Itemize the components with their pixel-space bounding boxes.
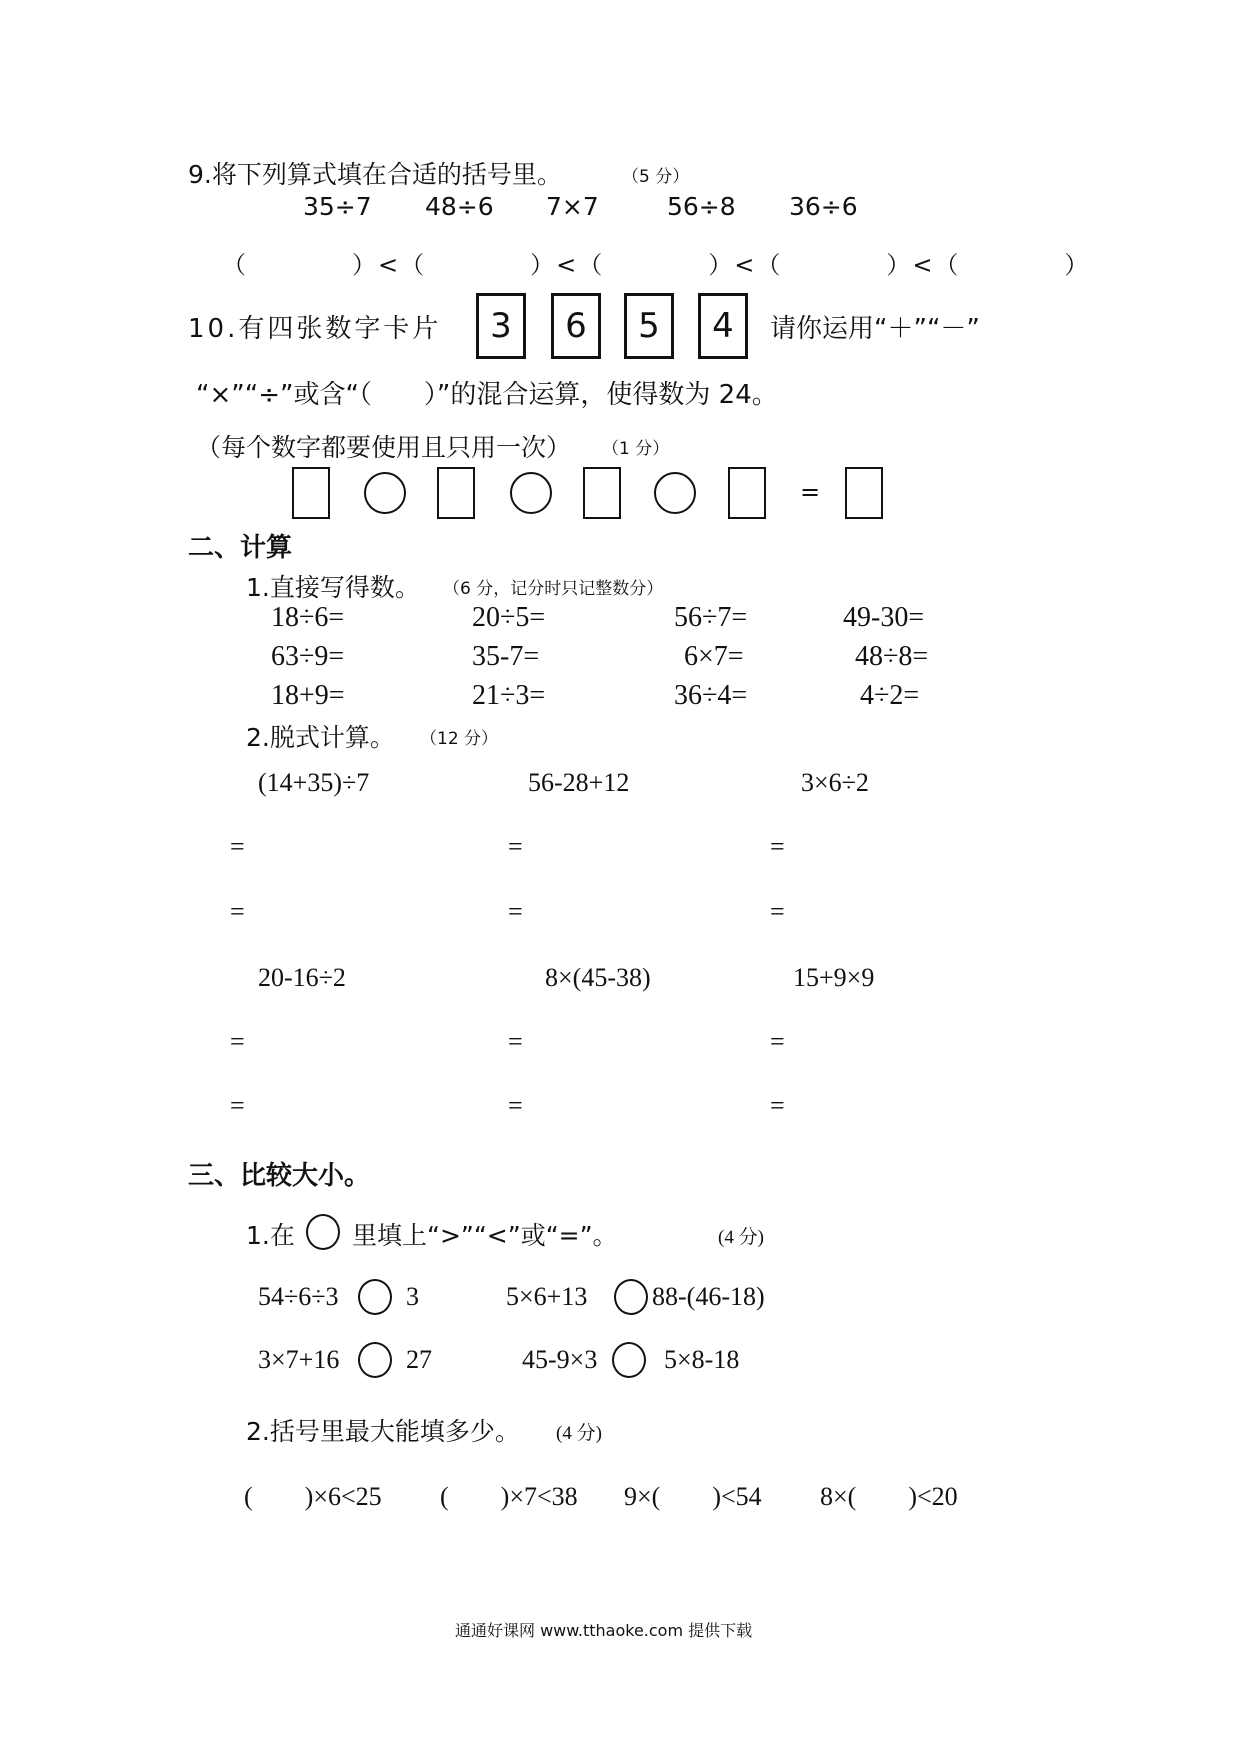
number-card-4: 4 (698, 293, 748, 359)
work-equals: = (230, 1091, 245, 1120)
fill-blank-item: ( )×7<38 (440, 1482, 578, 1511)
q9-expr-4: 56÷8 (667, 192, 736, 221)
stepwise-expression: 8×(45-38) (545, 963, 651, 992)
oral-item: 6×7= (684, 641, 744, 672)
oral-item: 20÷5= (472, 602, 546, 633)
fill-blank-item: 9×( )<54 (624, 1482, 762, 1511)
max-fill-score: (4 分) (556, 1423, 602, 1444)
q10-operators-1: 请你运用“＋”“－” (770, 314, 980, 344)
stepwise-expression: 20-16÷2 (258, 963, 346, 992)
stepwise-expression: 56-28+12 (528, 768, 630, 797)
compare-right: 3 (406, 1282, 419, 1311)
answer-box-3[interactable] (583, 467, 621, 519)
q9-expr-1: 35÷7 (303, 192, 372, 221)
q9-score: （5 分） (622, 167, 690, 187)
stepwise-expression: (14+35)÷7 (258, 768, 370, 797)
compare-circle[interactable] (358, 1279, 392, 1315)
q10-operators-2: “×”“÷”或含“（ ）”的混合运算，使得数为 24。 (196, 380, 778, 410)
oral-item: 21÷3= (472, 680, 546, 711)
oral-item: 36÷4= (674, 680, 748, 711)
oral-item: 18+9= (271, 680, 345, 711)
oral-item: 18÷6= (271, 602, 345, 633)
oral-item: 48÷8= (855, 641, 929, 672)
section-2-heading: 二、计算 (188, 533, 293, 563)
work-equals: = (770, 1091, 785, 1120)
work-equals: = (230, 832, 245, 861)
oral-item: 49-30= (843, 602, 925, 633)
operator-circle-3[interactable] (654, 472, 696, 514)
compare-circle[interactable] (612, 1342, 646, 1378)
fill-blank-item: ( )×6<25 (244, 1482, 382, 1511)
compare-left: 3×7+16 (258, 1345, 340, 1374)
answer-box-4[interactable] (728, 467, 766, 519)
q10-rule: （每个数字都要使用且只用一次） (196, 433, 572, 462)
oral-item: 63÷9= (271, 641, 345, 672)
compare-circle[interactable] (614, 1279, 648, 1315)
compare-right: 5×8-18 (664, 1345, 740, 1374)
compare-right: 27 (406, 1345, 432, 1374)
compare-score: (4 分) (718, 1227, 764, 1248)
q9-expr-5: 36÷6 (789, 192, 858, 221)
oral-calc-title: 1.直接写得数。 (246, 573, 420, 602)
q9-expr-2: 48÷6 (425, 192, 494, 221)
number-card-3: 5 (624, 293, 674, 359)
oral-calc-score: （6 分，记分时只记整数分） (443, 579, 664, 599)
q10-score: （1 分） (602, 439, 670, 459)
fill-blank-item: 8×( )<20 (820, 1482, 958, 1511)
section-3-heading: 三、比较大小。 (188, 1161, 371, 1191)
q10-intro: 10.有四张数字卡片 (188, 314, 442, 344)
compare-left: 45-9×3 (522, 1345, 598, 1374)
result-box[interactable] (845, 467, 883, 519)
work-equals: = (230, 897, 245, 926)
work-equals: = (770, 1027, 785, 1056)
compare-right: 88-(46-18) (652, 1282, 765, 1311)
compare-title-suffix: 里填上“>”“<”或“=”。 (352, 1221, 618, 1250)
q9-order-row: （ ）<（ ）<（ ）<（ ）<（ ） (222, 251, 1091, 279)
work-equals: = (770, 832, 785, 861)
answer-box-1[interactable] (292, 467, 330, 519)
answer-box-2[interactable] (437, 467, 475, 519)
footer-credit: 通通好课网 www.tthaoke.com 提供下载 (455, 1621, 753, 1640)
compare-left: 54÷6÷3 (258, 1282, 339, 1311)
number-card-1: 3 (476, 293, 526, 359)
circle-icon (306, 1214, 340, 1250)
oral-item: 4÷2= (860, 680, 920, 711)
work-equals: = (508, 897, 523, 926)
stepwise-expression: 15+9×9 (793, 963, 875, 992)
work-equals: = (770, 897, 785, 926)
q9-expr-3: 7×7 (546, 192, 599, 221)
compare-title-prefix: 1.在 (246, 1221, 295, 1250)
equals-sign: = (800, 478, 821, 506)
oral-item: 56÷7= (674, 602, 748, 633)
compare-circle[interactable] (358, 1342, 392, 1378)
operator-circle-1[interactable] (364, 472, 406, 514)
number-card-2: 6 (551, 293, 601, 359)
work-equals: = (508, 1027, 523, 1056)
stepwise-calc-score: （12 分） (420, 729, 499, 749)
work-equals: = (508, 832, 523, 861)
compare-left: 5×6+13 (506, 1282, 588, 1311)
stepwise-expression: 3×6÷2 (801, 768, 869, 797)
stepwise-calc-title: 2.脱式计算。 (246, 723, 395, 752)
q9-title: 9.将下列算式填在合适的括号里。 (188, 160, 562, 189)
max-fill-title: 2.括号里最大能填多少。 (246, 1417, 520, 1446)
oral-item: 35-7= (472, 641, 540, 672)
work-equals: = (508, 1091, 523, 1120)
work-equals: = (230, 1027, 245, 1056)
operator-circle-2[interactable] (510, 472, 552, 514)
